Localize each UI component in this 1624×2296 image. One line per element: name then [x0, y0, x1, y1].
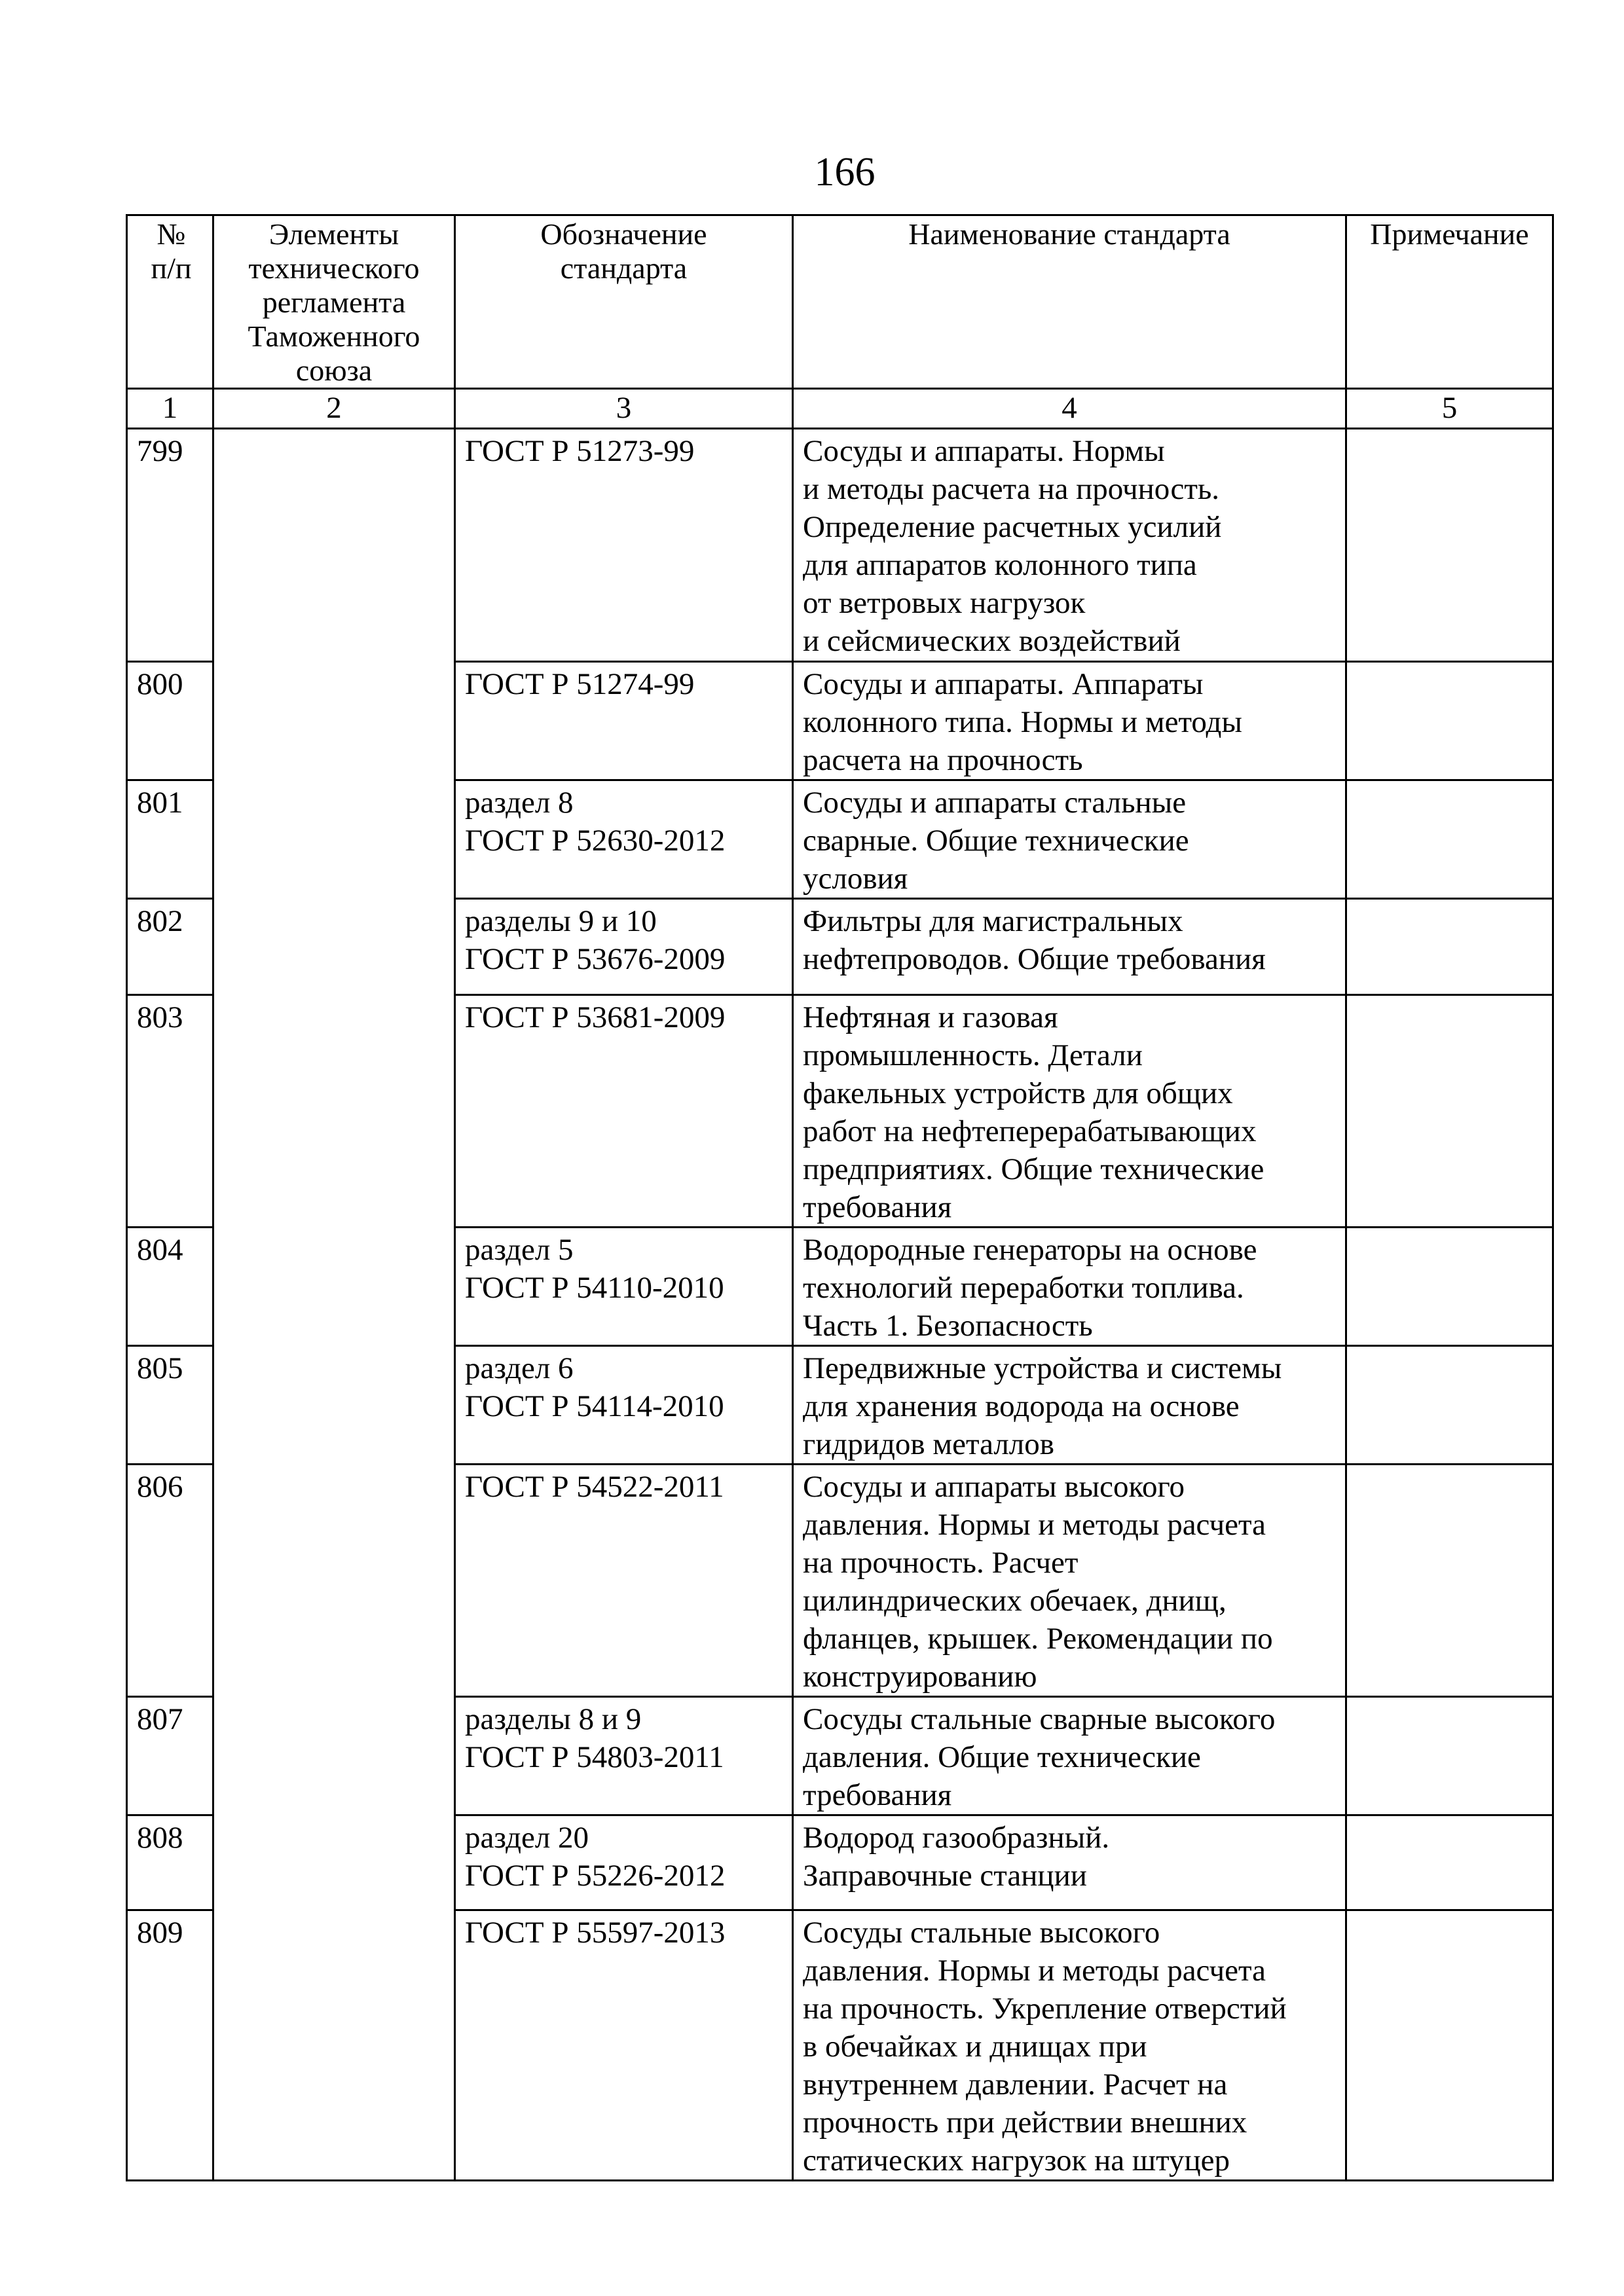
text-line: № [157, 217, 186, 251]
note-cell [1346, 1346, 1553, 1465]
page-number: 166 [814, 150, 876, 194]
text-line: расчета на прочность [803, 743, 1083, 777]
text-line: внутреннем давлении. Расчет на [803, 2068, 1228, 2102]
note-cell [1346, 1910, 1553, 2181]
column-number: 4 [793, 389, 1346, 429]
text-line: давления. Нормы и методы расчета [803, 1954, 1266, 1988]
text-line: Фильтры для магистральных [803, 904, 1183, 938]
row-number-cell: 804 [127, 1228, 213, 1346]
text-line: гидридов металлов [803, 1427, 1054, 1461]
standard-name-cell [793, 1697, 1346, 1815]
designation-cell [455, 899, 793, 995]
note-cell [1346, 780, 1553, 899]
text-line: в обечайках и днищах при [803, 2030, 1147, 2064]
text-line: ГОСТ Р 51273-99 [465, 434, 695, 468]
standard-name-cell [793, 780, 1346, 899]
note-cell [1346, 1228, 1553, 1346]
designation-cell [455, 1346, 793, 1465]
row-number-cell: 809 [127, 1910, 213, 2181]
text-line: Сосуды стальные высокого [803, 1916, 1160, 1950]
text-line: Передвижные устройства и системы [803, 1351, 1282, 1385]
text-line: разделы 9 и 10 [465, 904, 657, 938]
header-name [793, 215, 1346, 389]
text-line: технологий переработки топлива. [803, 1271, 1244, 1305]
text-line: предприятиях. Общие технические [803, 1152, 1264, 1186]
column-number: 3 [455, 389, 793, 429]
text-line: п/п [151, 251, 192, 285]
standard-name-cell [793, 429, 1346, 662]
standard-name-cell [793, 1910, 1346, 2181]
text-line: ГОСТ Р 55597-2013 [465, 1916, 726, 1950]
text-line: Определение расчетных усилий [803, 510, 1222, 544]
text-line: технического [248, 251, 420, 285]
text-line: стандарта [560, 251, 688, 285]
column-number: 5 [1346, 389, 1553, 429]
note-cell [1346, 1697, 1553, 1815]
text-line: ГОСТ Р 52630-2012 [465, 824, 726, 858]
text-line: Наименование стандарта [908, 217, 1230, 251]
text-line: Сосуды стальные сварные высокого [803, 1702, 1276, 1736]
text-line: раздел 8 [465, 786, 574, 820]
row-number-cell: 800 [127, 662, 213, 780]
standard-name-cell [793, 1815, 1346, 1910]
text-line: для аппаратов колонного типа [803, 548, 1197, 582]
text-line: ГОСТ Р 55226-2012 [465, 1859, 726, 1893]
text-line: ГОСТ Р 51274-99 [465, 667, 695, 701]
designation-cell [455, 1228, 793, 1346]
text-line: и методы расчета на прочность. [803, 472, 1220, 506]
text-line: условия [803, 862, 908, 896]
designation-cell [455, 995, 793, 1228]
standard-name-cell [793, 662, 1346, 780]
row-number-cell: 807 [127, 1697, 213, 1815]
note-cell [1346, 429, 1553, 662]
text-line: промышленность. Детали [803, 1038, 1143, 1072]
text-line: на прочность. Расчет [803, 1546, 1079, 1580]
standard-name-cell [793, 995, 1346, 1228]
text-line: на прочность. Укрепление отверстий [803, 1992, 1287, 2026]
row-number-cell: 806 [127, 1465, 213, 1697]
elements-cell-merged [213, 429, 455, 2181]
row-number-cell: 802 [127, 899, 213, 995]
note-cell [1346, 899, 1553, 995]
designation-cell [455, 429, 793, 662]
designation-cell [455, 1465, 793, 1697]
header-designation [455, 215, 793, 389]
text-line: конструированию [803, 1660, 1037, 1694]
header-elements [213, 215, 455, 389]
text-line: фланцев, крышек. Рекомендации по [803, 1622, 1273, 1656]
text-line: Сосуды и аппараты стальные [803, 786, 1187, 820]
row-number-cell: 808 [127, 1815, 213, 1910]
text-line: ГОСТ Р 53681-2009 [465, 1000, 726, 1034]
designation-cell [455, 1697, 793, 1815]
designation-cell [455, 1910, 793, 2181]
text-line: давления. Нормы и методы расчета [803, 1508, 1266, 1542]
text-line: раздел 6 [465, 1351, 574, 1385]
text-line: прочность при действии внешних [803, 2105, 1247, 2140]
header-note [1346, 215, 1553, 389]
text-line: требования [803, 1778, 952, 1812]
text-line: цилиндрических обечаек, днищ, [803, 1584, 1227, 1618]
row-number-cell: 799 [127, 429, 213, 662]
designation-cell [455, 780, 793, 899]
text-line: Часть 1. Безопасность [803, 1309, 1093, 1343]
text-line: регламента [262, 285, 406, 319]
text-line: Нефтяная и газовая [803, 1000, 1058, 1034]
standard-name-cell [793, 1346, 1346, 1465]
column-number: 2 [213, 389, 455, 429]
standards-table [126, 214, 1554, 2181]
header-number [127, 215, 213, 389]
table-header-row [127, 215, 1553, 389]
designation-cell [455, 662, 793, 780]
standard-name-cell [793, 1228, 1346, 1346]
text-line: колонного типа. Нормы и методы [803, 705, 1243, 739]
text-line: требования [803, 1190, 952, 1224]
text-line: ГОСТ Р 54803-2011 [465, 1740, 724, 1774]
text-line: Водородные генераторы на основе [803, 1233, 1257, 1267]
text-line: факельных устройств для общих [803, 1076, 1233, 1110]
column-number: 1 [127, 389, 213, 429]
text-line: для хранения водорода на основе [803, 1389, 1240, 1423]
text-line: ГОСТ Р 53676-2009 [465, 942, 726, 976]
row-number-cell: 803 [127, 995, 213, 1228]
standard-name-cell [793, 1465, 1346, 1697]
text-line: и сейсмических воздействий [803, 624, 1181, 658]
text-line: Водород газообразный. [803, 1821, 1110, 1855]
text-line: Заправочные станции [803, 1859, 1087, 1893]
note-cell [1346, 1815, 1553, 1910]
text-line: раздел 5 [465, 1233, 574, 1267]
text-line: разделы 8 и 9 [465, 1702, 642, 1736]
text-line: от ветровых нагрузок [803, 586, 1086, 620]
note-cell [1346, 995, 1553, 1228]
text-line: сварные. Общие технические [803, 824, 1189, 858]
text-line: ГОСТ Р 54110-2010 [465, 1271, 724, 1305]
text-line: раздел 20 [465, 1821, 589, 1855]
text-line: ГОСТ Р 54114-2010 [465, 1389, 724, 1423]
text-line: Сосуды и аппараты высокого [803, 1470, 1185, 1504]
text-line: статических нагрузок на штуцер [803, 2143, 1230, 2178]
text-line: работ на нефтеперерабатывающих [803, 1114, 1257, 1148]
text-line: Сосуды и аппараты. Аппараты [803, 667, 1204, 701]
text-line: ГОСТ Р 54522-2011 [465, 1470, 724, 1504]
text-line: нефтепроводов. Общие требования [803, 942, 1266, 976]
text-line: Элементы [268, 217, 399, 251]
column-numbers-row [127, 389, 1553, 429]
note-cell [1346, 1465, 1553, 1697]
text-line: Таможенного [248, 319, 420, 353]
standard-name-cell [793, 899, 1346, 995]
row-number-cell: 805 [127, 1346, 213, 1465]
text-line: давления. Общие технические [803, 1740, 1201, 1774]
text-line: Сосуды и аппараты. Нормы [803, 434, 1165, 468]
row-number-cell: 801 [127, 780, 213, 899]
text-line: Обозначение [540, 217, 707, 251]
designation-cell [455, 1815, 793, 1910]
text-line: Примечание [1370, 217, 1529, 251]
text-line: союза [295, 354, 373, 387]
note-cell [1346, 662, 1553, 780]
table-row [127, 429, 1553, 662]
